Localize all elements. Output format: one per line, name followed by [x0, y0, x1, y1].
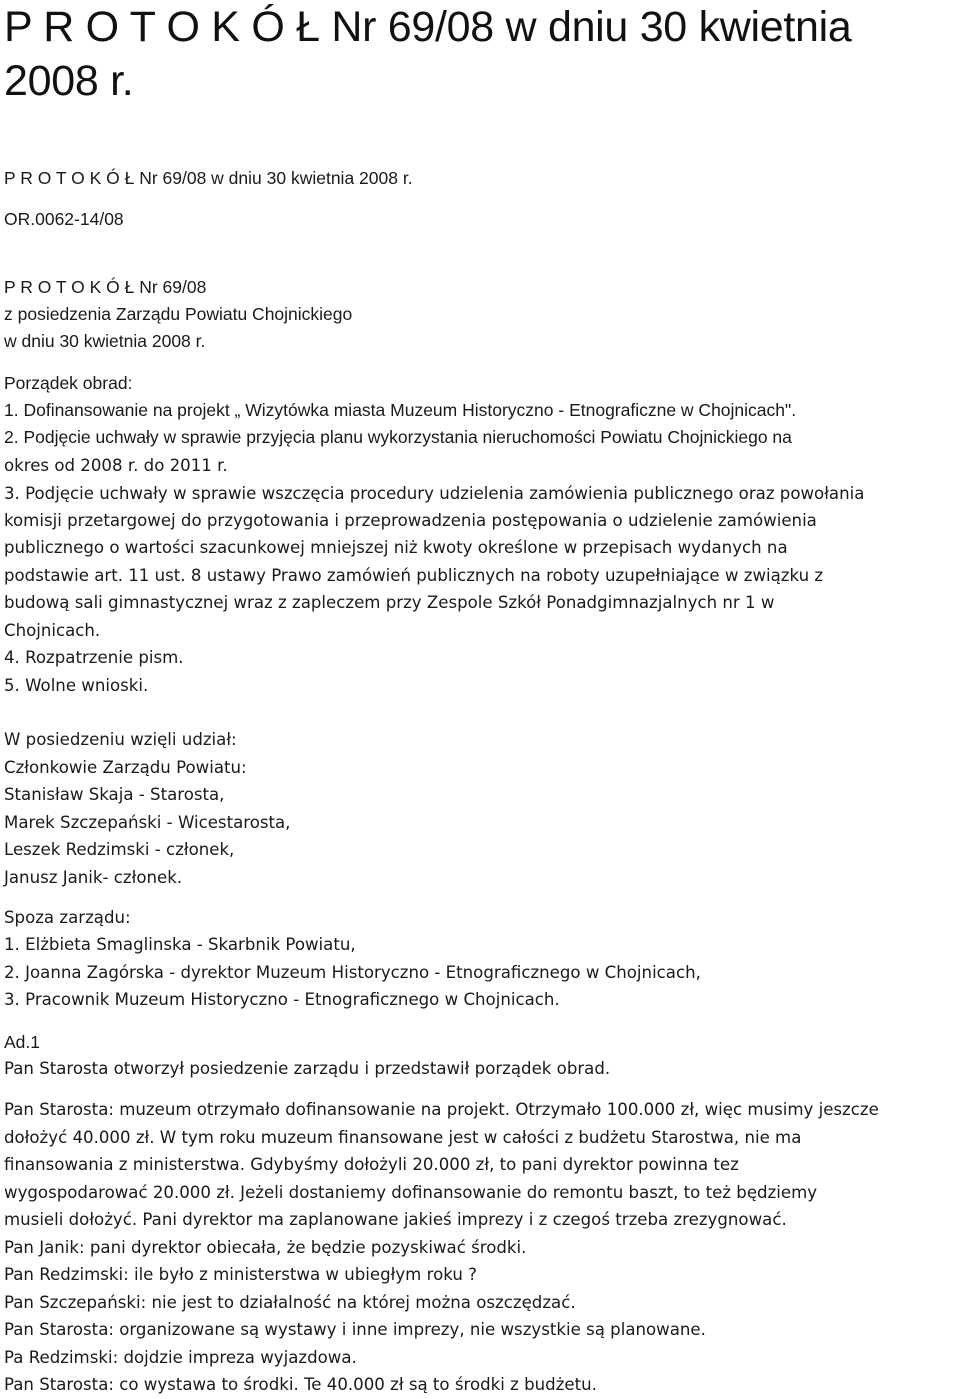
discussion-line: wygospodarować 20.000 zł. Jeżeli dostaniemy dofinansowanie do remontu baszt, to też będziemy	[4, 1183, 818, 1202]
discussion-line: Pan Starosta: organizowane są wystawy i inne imprezy, nie wszystkie są planowane.	[4, 1320, 706, 1339]
page-title: P R O T O K Ó Ł Nr 69/08 w dniu 30 kwietnia 2008 r.	[4, 3, 852, 105]
section-label: Ad.1	[4, 1032, 40, 1052]
agenda-heading: Porządek obrad:	[4, 373, 133, 393]
attendance-heading: W posiedzeniu wzięli udział:	[4, 730, 237, 749]
subtitle: P R O T O K Ó Ł Nr 69/08 w dniu 30 kwietnia 2008 r.	[4, 168, 413, 188]
discussion-line: finansowania z ministerstwa. Gdybyśmy dołożyli 20.000 zł, to pani dyrektor powinna tez	[4, 1155, 739, 1174]
agenda-line: 5. Wolne wnioski.	[4, 676, 149, 695]
reference-number: OR.0062-14/08	[4, 209, 124, 229]
agenda-line: 2. Podjęcie uchwały w sprawie przyjęcia planu wykorzystania nieruchomości Powiatu Chojnickiego na	[4, 427, 792, 447]
board-member: Leszek Redzimski - członek,	[4, 840, 235, 859]
discussion-line: Pa Redzimski: dojdzie impreza wyjazdowa.	[4, 1348, 357, 1367]
agenda-line: 3. Podjęcie uchwały w sprawie wszczęcia procedury udzielenia zamówienia publicznego oraz powołania	[4, 484, 865, 503]
outside-heading: Spoza zarządu:	[4, 908, 131, 927]
agenda-line: podstawie art. 11 ust. 8 ustawy Prawo zamówień publicznych na roboty uzupełniające w związku z	[4, 566, 824, 585]
agenda-line: komisji przetargowej do przygotowania i przeprowadzenia postępowania o udzielenie zamówienia	[4, 511, 817, 530]
agenda-line: 4. Rozpatrzenie pism.	[4, 648, 184, 667]
outside-member: 3. Pracownik Muzeum Historyczno - Etnograficznego w Chojnicach.	[4, 990, 560, 1009]
outside-member: 2. Joanna Zagórska - dyrektor Muzeum Historyczno - Etnograficznego w Chojnicach,	[4, 963, 701, 982]
board-member: Marek Szczepański - Wicestarosta,	[4, 813, 291, 832]
board-member: Stanisław Skaja - Starosta,	[4, 785, 225, 804]
discussion-line: dołożyć 40.000 zł. W tym roku muzeum finansowane jest w całości z budżetu Starostwa, nie ma	[4, 1128, 802, 1147]
discussion-line: Pan Starosta: co wystawa to środki. Te 40.000 zł są to środki z budżetu.	[4, 1375, 597, 1394]
discussion-line: Pan Janik: pani dyrektor obiecała, że będzie pozyskiwać środki.	[4, 1238, 527, 1257]
agenda-line: Chojnicach.	[4, 621, 101, 640]
discussion-line: Pan Redzimski: ile było z ministerstwa w ubiegłym roku ?	[4, 1265, 477, 1284]
meeting-line: z posiedzenia Zarządu Powiatu Chojnickiego	[4, 304, 353, 324]
discussion-line: musieli dołożyć. Pani dyrektor ma zaplanowane jakieś imprezy i z czegoś trzeba zrezygnować.	[4, 1210, 787, 1229]
agenda-line: 1. Dofinansowanie na projekt „ Wizytówka miasta Muzeum Historyczno - Etnograficzne w Chojnicach".	[4, 400, 797, 420]
discussion-line: Pan Szczepański: nie jest to działalność na której można oszczędzać.	[4, 1293, 576, 1312]
agenda-line: publicznego o wartości szacunkowej mniejszej niż kwoty określone w przepisach wydanych na	[4, 538, 788, 557]
protocol-heading: P R O T O K Ó Ł Nr 69/08	[4, 277, 207, 297]
outside-member: 1. Elżbieta Smaglinska - Skarbnik Powiatu,	[4, 935, 356, 954]
opening-line: Pan Starosta otworzył posiedzenie zarządu i przedstawił porządek obrad.	[4, 1059, 611, 1078]
agenda-line: okres od 2008 r. do 2011 r.	[4, 456, 228, 475]
board-member: Janusz Janik- członek.	[4, 868, 183, 887]
agenda-line: budową sali gimnastycznej wraz z zapleczem przy Zespole Szkół Ponadgimnazjalnych nr 1 w	[4, 593, 775, 612]
date-line: w dniu 30 kwietnia 2008 r.	[4, 331, 206, 351]
board-heading: Członkowie Zarządu Powiatu:	[4, 758, 247, 777]
discussion-line: Pan Starosta: muzeum otrzymało dofinansowanie na projekt. Otrzymało 100.000 zł, więc musimy jeszcze	[4, 1100, 879, 1119]
